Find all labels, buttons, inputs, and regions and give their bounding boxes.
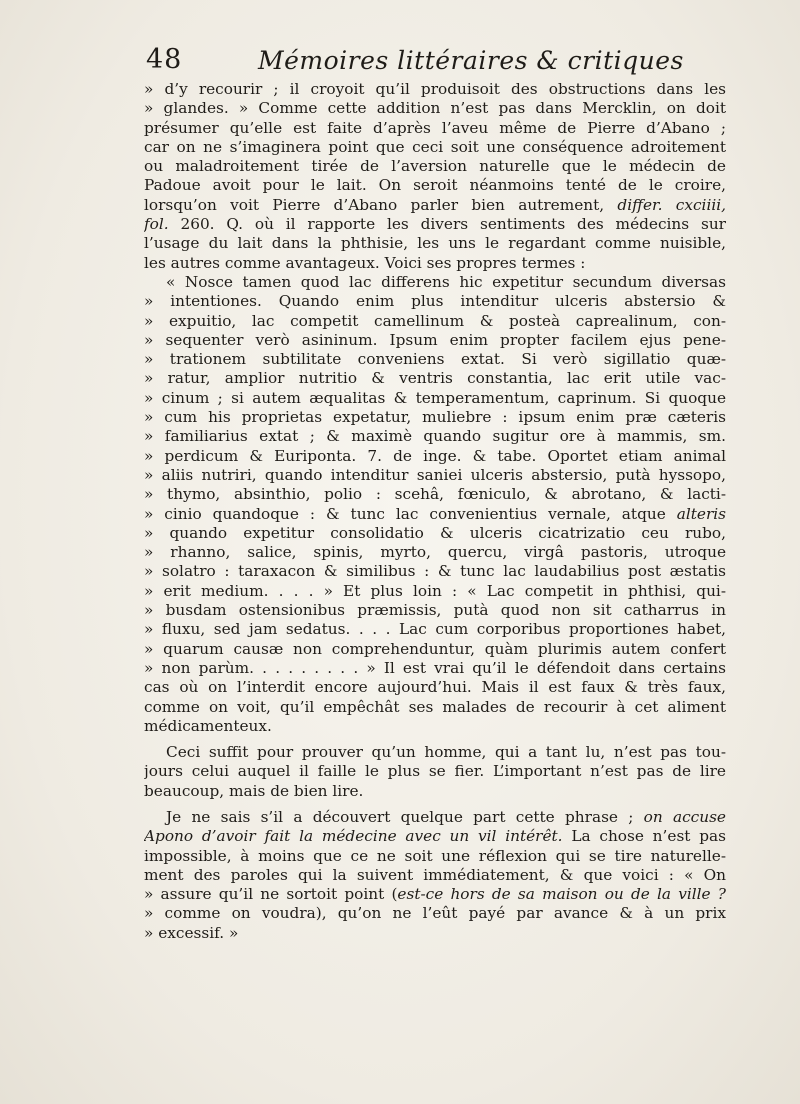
- text-line: les autres comme avantageux. Voici ses propres termes :: [144, 253, 586, 272]
- quote-line: [144, 505, 726, 524]
- quote-line: » aliis nutriri, quando intenditur saniei ulceris abstersio, putà hyssopo,: [144, 465, 726, 484]
- quote-line: » familiarius extat ; & maximè quando sugitur ore à mammis, sm.: [144, 427, 726, 446]
- paragraph-line: » excessif. »: [144, 923, 239, 942]
- quote-line: » cinum ; si autem æqualitas & temperamentum, caprinum. Si quoque: [144, 388, 726, 407]
- quote-line: » cum his proprietas expetatur, muliebre : ipsum enim præ cæteris: [144, 408, 726, 427]
- quote-line: » expuitio, lac competit camellinum & posteà caprealinum, con-: [144, 311, 726, 330]
- text-segment: » assure qu’il ne sortoit point (: [144, 885, 398, 904]
- text-line: présumer qu’elle est faite d’après l’aveu même de Pierre d’Abano ;: [144, 118, 726, 137]
- paragraph-line: impossible, à moins que ce ne soit une réflexion qui se tire naturelle-: [144, 846, 726, 865]
- text-segment: lorsqu’on voit Pierre d’Abano parler bien autrement,: [144, 195, 605, 214]
- quote-line: » non parùm. . . . . . . . . » Il est vrai qu’il le défendoit dans certains: [144, 658, 726, 677]
- text-line: [144, 196, 726, 215]
- quote-line: » ratur, amplior nutritio & ventris constantia, lac erit utile vac-: [144, 369, 726, 388]
- text-line: cas où on l’interdit encore aujourd’hui. Mais il est faux & très faux,: [144, 678, 726, 697]
- paragraph-line: [144, 808, 726, 827]
- text-segment: » cinio quandoque : & tunc lac convenientius vernale, atque: [144, 504, 666, 523]
- text-segment: La chose n’est pas: [571, 827, 726, 846]
- quote-line: » thymo, absinthio, polio : scehâ, fœniculo, & abrotano, & lacti-: [144, 485, 726, 504]
- paragraph-line: [144, 885, 726, 904]
- text-segment: 260. Q. où il rapporte les divers sentiments des médecins sur: [180, 215, 726, 234]
- running-title: Mémoires littéraires & critiques: [258, 46, 684, 75]
- quote-italic: Apono d’avoir fait la médecine avec un vil intérêt.: [144, 827, 563, 846]
- page-number: 48: [146, 44, 183, 75]
- citation-italic: differ. cxciiii,: [617, 195, 726, 214]
- paragraph-line: Ceci suffit pour prouver qu’un homme, qui a tant lu, n’est pas tou-: [166, 743, 726, 762]
- text-line: ou maladroitement tirée de l’aversion naturelle que le médecin de: [144, 157, 726, 176]
- text-line: comme on voit, qu’il empêchât ses malades de recourir à cet aliment: [144, 697, 726, 716]
- text-line: » d’y recourir ; il croyoit qu’il produisoit des obstructions dans les: [144, 80, 726, 98]
- quote-line: » trationem subtilitate conveniens extat. Si verò sigillatio quæ-: [144, 350, 726, 369]
- quote-line: » quarum causæ non comprehenduntur, quàm plurimis autem confert: [144, 639, 726, 658]
- quote-line: « Nosce tamen quod lac differens hic expetitur secundum diversas: [166, 272, 726, 291]
- quote-line: » intentiones. Quando enim plus intenditur ulceris abstersio &: [144, 292, 726, 311]
- paragraph-line: » comme on voudra), qu’on ne l’eût payé par avance & à un prix: [144, 904, 726, 923]
- quote-line: » busdam ostensionibus præmissis, putà quod non sit catharrus in: [144, 601, 726, 620]
- body-text: [144, 80, 726, 943]
- quote-line: » erit medium. . . . » Et plus loin : « Lac competit in phthisi, qui-: [144, 581, 726, 600]
- quote-line: » fluxu, sed jam sedatus. . . . Lac cum corporibus proportiones habet,: [144, 620, 726, 639]
- text-line: l’usage du lait dans la phthisie, les uns le regardant comme nuisible,: [144, 234, 726, 253]
- paragraph-line: [144, 827, 726, 846]
- quote-line: » solatro : taraxacon & similibus : & tunc lac laudabilius post æstatis: [144, 562, 726, 581]
- text-line: » glandes. » Comme cette addition n’est pas dans Mercklin, on doit: [144, 99, 726, 118]
- quote-line: » rhanno, salice, spinis, myrto, quercu, virgâ pastoris, utroque: [144, 543, 726, 562]
- quote-italic: on accuse: [643, 807, 726, 826]
- text-line: médicamenteux.: [144, 716, 272, 735]
- quote-line: » perdicum & Euriponta. 7. de inge. & tabe. Oportet etiam animal: [144, 446, 726, 465]
- running-header: [146, 44, 726, 84]
- text-line: car on ne s’imaginera point que ceci soit une conséquence adroitement: [144, 137, 726, 156]
- text-line: [144, 215, 726, 234]
- text-line: Padoue avoit pour le lait. On seroit néanmoins tenté de le croire,: [144, 176, 726, 195]
- quote-italic: est-ce hors de sa maison ou de la ville ?: [397, 885, 726, 904]
- quote-line: » quando expetitur consolidatio & ulceris cicatrizatio ceu rubo,: [144, 523, 726, 542]
- paragraph-line: beaucoup, mais de bien lire.: [144, 781, 364, 800]
- paragraph-line: jours celui auquel il faille le plus se fier. L’important n’est pas de lire: [144, 762, 726, 781]
- quote-italic: alteris: [676, 504, 726, 523]
- text-segment: Je ne sais s’il a découvert quelque part cette phrase ;: [166, 807, 634, 826]
- quote-line: » sequenter verò asininum. Ipsum enim propter facilem ejus pene-: [144, 330, 726, 349]
- paragraph-line: ment des paroles qui la suivent immédiatement, & que voici : « On: [144, 865, 726, 884]
- citation-italic: fol.: [144, 215, 169, 234]
